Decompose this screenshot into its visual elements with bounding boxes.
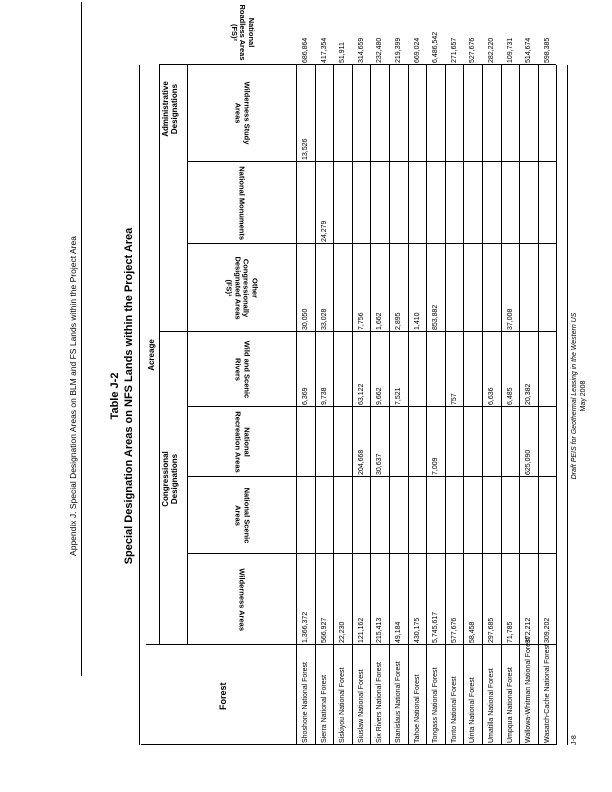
column-header xyxy=(189,477,294,554)
acreage-cell: 271,657 xyxy=(450,37,458,63)
row-rule xyxy=(445,65,446,745)
acreage-cell: 232,480 xyxy=(376,37,384,63)
column-rule xyxy=(159,331,187,332)
forest-name-cell: Wallowa-Whitman National Forest xyxy=(525,637,533,743)
acreage-cell: 527,676 xyxy=(469,37,477,63)
footer-doc-title: Draft PEIS for Geothermal Leasing in the Western US xyxy=(571,312,578,480)
acreage-cell: 5,745,617 xyxy=(432,611,440,643)
acreage-cell: 13,526 xyxy=(302,138,309,160)
acreage-cell: 757 xyxy=(450,393,458,405)
column-header xyxy=(189,554,294,645)
acreage-cell: 49,184 xyxy=(395,621,402,643)
acreage-cell: 577,676 xyxy=(450,617,458,643)
administrative-header: Administrative Designations xyxy=(161,81,179,137)
acreage-cell: 204,668 xyxy=(357,449,365,475)
row-rule xyxy=(556,65,557,745)
row-rule xyxy=(370,65,371,745)
forest-name-cell: Sierra National Forest xyxy=(320,674,328,743)
acreage-cell: 853,882 xyxy=(432,304,440,330)
column-header xyxy=(189,0,294,65)
acreage-rule xyxy=(159,65,160,645)
acreage-cell: 1,410 xyxy=(413,312,421,330)
forest-name-cell: Umatilla National Forest xyxy=(488,668,495,743)
acreage-cell: 9,738 xyxy=(320,387,328,405)
row-rule xyxy=(463,65,464,745)
forest-name-cell: Umpqua National Forest xyxy=(506,667,514,743)
acreage-cell: 71,785 xyxy=(506,621,514,643)
forest-name-cell: Tonto National Forest xyxy=(450,676,458,743)
acreage-cell: 6,485 xyxy=(506,387,514,405)
acreage-cell: 309,202 xyxy=(543,617,551,643)
column-header-label: Wilderness Areas xyxy=(237,568,247,631)
acreage-cell: 598,385 xyxy=(543,37,551,63)
acreage-cell: 33,028 xyxy=(320,308,328,330)
acreage-cell: 63,122 xyxy=(357,383,365,405)
forest-name-cell: Six Rivers National Forest xyxy=(376,662,384,743)
acreage-cell: 24,279 xyxy=(320,220,328,242)
acreage-cell: 297,685 xyxy=(488,617,495,643)
row-rule xyxy=(296,65,297,745)
row-rule xyxy=(352,65,353,745)
row-rule xyxy=(389,65,390,745)
acreage-cell: 7,756 xyxy=(357,312,365,330)
column-header-label: Wild and Scenic Rivers xyxy=(233,340,252,399)
acreage-cell: 514,674 xyxy=(525,37,533,63)
acreage-cell: 51,911 xyxy=(339,42,347,63)
acreage-cell: 219,399 xyxy=(395,37,402,63)
forest-name-cell: Stanislaus National Forest xyxy=(395,661,402,743)
acreage-cell: 6,636 xyxy=(488,387,495,405)
acreage-cell: 215,413 xyxy=(376,617,384,643)
column-header-label: National Monuments xyxy=(237,166,247,240)
acreage-cell: 1,366,372 xyxy=(302,611,309,643)
acreage-cell: 30,050 xyxy=(302,308,309,330)
acreage-cell: 6,486,542 xyxy=(432,31,440,63)
acreage-cell: 30,637 xyxy=(376,453,384,475)
acreage-cell: 6,369 xyxy=(302,387,309,405)
column-header-label: National Scenic Areas xyxy=(233,487,252,544)
row-rule xyxy=(501,65,502,745)
forest-name-cell: Tahoe National Forest xyxy=(413,674,421,743)
table-number: Table J-2 xyxy=(109,372,121,420)
footer-date: May 2008 xyxy=(580,380,587,412)
acreage-cell: 372,212 xyxy=(525,617,533,643)
forest-column-header: Forest xyxy=(218,682,228,710)
acreage-cell: 417,354 xyxy=(320,37,328,63)
column-header-label: National Recreation Areas xyxy=(233,411,252,473)
row-rule xyxy=(426,65,427,745)
row-rule xyxy=(333,65,334,745)
forest-name-cell: Uinta National Forest xyxy=(469,677,477,743)
acreage-cell: 9,662 xyxy=(376,387,384,405)
column-header-label: National Roadless Areas (FS)² xyxy=(229,4,256,61)
column-header xyxy=(189,407,294,477)
acreage-cell: 22,230 xyxy=(339,621,347,643)
acreage-cell: 58,458 xyxy=(469,621,477,643)
column-header-label: Other Congressionally Designated Areas (FS)¹ xyxy=(224,256,260,320)
column-header xyxy=(189,65,294,162)
acreage-header: Acreage xyxy=(147,339,156,371)
column-header xyxy=(189,244,294,332)
acreage-cell: 7,009 xyxy=(432,457,440,475)
acreage-cell: 669,024 xyxy=(413,37,421,63)
acreage-cell: 282,220 xyxy=(488,37,495,63)
column-header-label: Wilderness Study Areas xyxy=(233,82,252,145)
acreage-cell: 109,731 xyxy=(506,37,514,63)
column-header xyxy=(189,332,294,407)
acreage-cell: 37,008 xyxy=(506,308,514,330)
acreage-cell: 7,521 xyxy=(395,387,402,405)
forest-name-cell: Tongass National Forest xyxy=(432,667,440,743)
footer-rule xyxy=(567,65,568,745)
acreage-cell: 625,090 xyxy=(525,449,533,475)
acreage-cell: 314,659 xyxy=(357,37,365,63)
row-rule xyxy=(408,65,409,745)
column-header xyxy=(189,162,294,244)
row-rule xyxy=(482,65,483,745)
acreage-cell: 121,162 xyxy=(357,617,365,643)
footer-page-number: J-8 xyxy=(571,735,578,745)
congressional-header: Congressional Designations xyxy=(161,451,179,507)
forest-name-cell: Siuslaw National Forest xyxy=(357,669,365,743)
page-header: Appendix J. Special Designation Areas on BLM and FS Lands within the Project Area xyxy=(68,236,78,556)
acreage-cell: 2,895 xyxy=(395,312,402,330)
forest-name-cell: Wasatch-Cache National Forest xyxy=(543,644,551,743)
column-rule xyxy=(141,744,556,745)
row-rule xyxy=(538,65,539,745)
acreage-cell: 430,175 xyxy=(413,617,421,643)
forest-name-cell: Siskiyou National Forest xyxy=(339,667,347,743)
row-rule xyxy=(519,65,520,745)
acreage-cell: 686,864 xyxy=(302,37,309,63)
acreage-cell: 566,927 xyxy=(320,617,328,643)
table-title: Special Designation Areas on NFS Lands within the Project Area xyxy=(123,227,135,565)
forest-name-cell: Shoshone National Forest xyxy=(302,662,309,743)
acreage-cell: 20,382 xyxy=(525,383,533,405)
row-rule xyxy=(315,65,316,745)
group-rule xyxy=(187,65,188,645)
acreage-cell: 1,662 xyxy=(376,312,384,330)
